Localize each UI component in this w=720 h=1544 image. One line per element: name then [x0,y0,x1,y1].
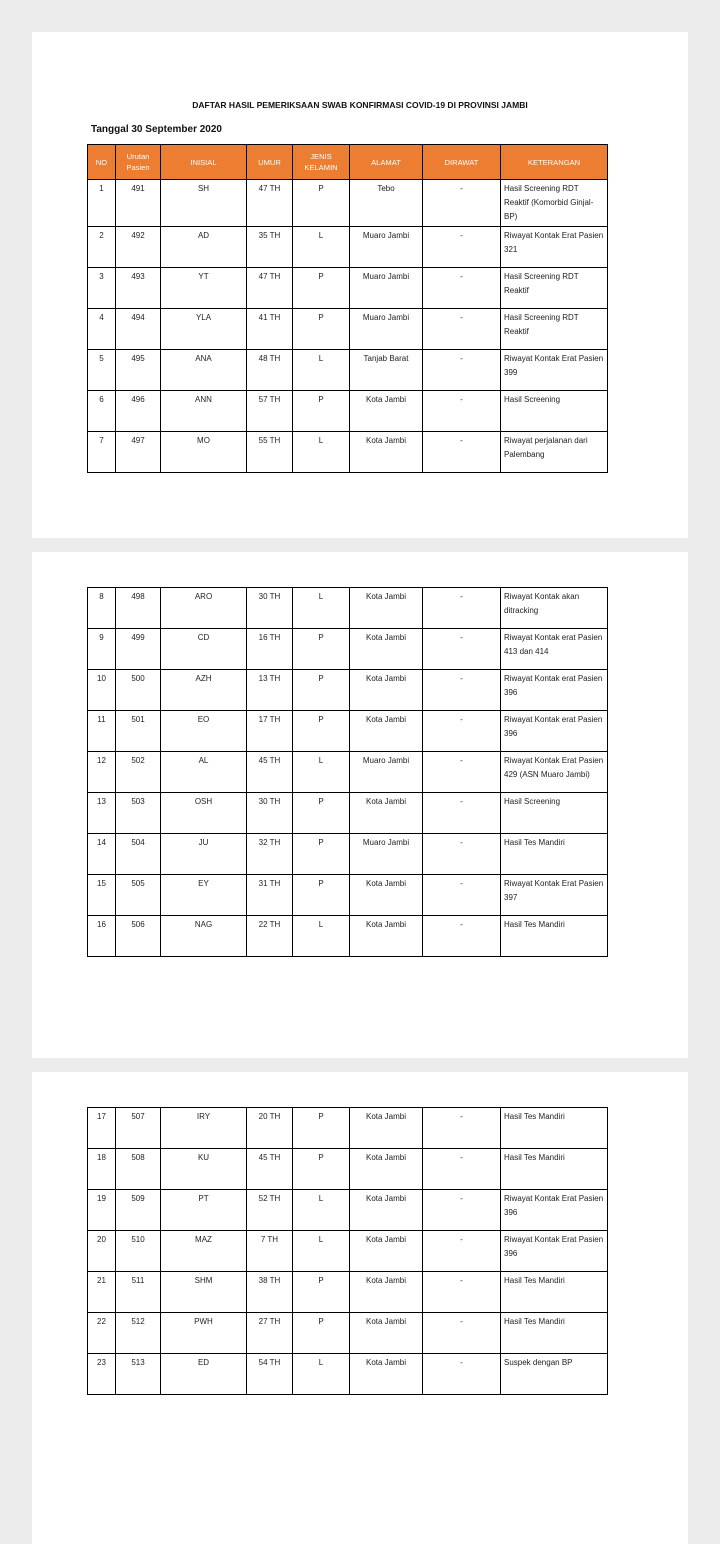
cell-keterangan: Hasil Screening RDT Reaktif (Komorbid Ginjal-BP) [501,180,608,227]
cell-no: 11 [88,711,116,752]
table-row [88,1108,608,1149]
cell-alamat: Kota Jambi [350,1272,423,1313]
cell-umur: 52 TH [247,1190,293,1231]
header-urutan-pasien: Urutan Pasien [116,145,161,180]
table-header-row [88,145,608,180]
cell-dirawat: - [423,875,501,916]
cell-no: 15 [88,875,116,916]
cell-dirawat: - [423,629,501,670]
cell-dirawat: - [423,180,501,227]
cell-umur: 20 TH [247,1108,293,1149]
cell-no: 6 [88,391,116,432]
cell-jenis-kelamin: L [293,227,350,268]
cell-umur: 45 TH [247,752,293,793]
table-row [88,1313,608,1354]
cell-alamat: Kota Jambi [350,916,423,957]
cell-keterangan: Riwayat Kontak akan ditracking [501,588,608,629]
cell-jenis-kelamin: P [293,793,350,834]
header-jenis-kelamin: JENIS KELAMIN [293,145,350,180]
cell-inisial: MAZ [161,1231,247,1272]
cell-dirawat: - [423,1190,501,1231]
cell-inisial: AZH [161,670,247,711]
cell-urutan-pasien: 494 [116,309,161,350]
cell-no: 23 [88,1354,116,1395]
cell-umur: 32 TH [247,834,293,875]
table-row [88,1190,608,1231]
cell-urutan-pasien: 491 [116,180,161,227]
cell-dirawat: - [423,1149,501,1190]
cell-inisial: PWH [161,1313,247,1354]
cell-keterangan: Riwayat Kontak Erat Pasien 429 (ASN Muaro Jambi) [501,752,608,793]
header-keterangan: KETERANGAN [501,145,608,180]
cell-keterangan: Riwayat Kontak erat Pasien 396 [501,670,608,711]
cell-jenis-kelamin: P [293,629,350,670]
cell-alamat: Muaro Jambi [350,227,423,268]
cell-urutan-pasien: 507 [116,1108,161,1149]
cell-jenis-kelamin: P [293,711,350,752]
cell-alamat: Kota Jambi [350,1108,423,1149]
cell-jenis-kelamin: P [293,834,350,875]
cell-umur: 57 TH [247,391,293,432]
document-page-2 [32,552,688,1058]
table-row [88,629,608,670]
cell-jenis-kelamin: P [293,1313,350,1354]
cell-dirawat: - [423,1108,501,1149]
cell-urutan-pasien: 504 [116,834,161,875]
cell-jenis-kelamin: L [293,588,350,629]
cell-alamat: Kota Jambi [350,1354,423,1395]
cell-umur: 54 TH [247,1354,293,1395]
cell-alamat: Kota Jambi [350,711,423,752]
cell-urutan-pasien: 497 [116,432,161,473]
cell-inisial: MO [161,432,247,473]
cell-keterangan: Hasil Screening RDT Reaktif [501,268,608,309]
cell-inisial: YLA [161,309,247,350]
cell-jenis-kelamin: P [293,391,350,432]
cell-dirawat: - [423,916,501,957]
table-row [88,1272,608,1313]
table-row [88,432,608,473]
cell-keterangan: Suspek dengan BP [501,1354,608,1395]
cell-keterangan: Riwayat Kontak Erat Pasien 321 [501,227,608,268]
cell-jenis-kelamin: P [293,268,350,309]
cell-umur: 48 TH [247,350,293,391]
cell-no: 22 [88,1313,116,1354]
cell-umur: 30 TH [247,588,293,629]
cell-inisial: EY [161,875,247,916]
cell-umur: 45 TH [247,1149,293,1190]
cell-jenis-kelamin: L [293,1231,350,1272]
cell-no: 17 [88,1108,116,1149]
cell-dirawat: - [423,1231,501,1272]
header-alamat: ALAMAT [350,145,423,180]
cell-urutan-pasien: 492 [116,227,161,268]
cell-alamat: Kota Jambi [350,1149,423,1190]
table-row [88,268,608,309]
cell-jenis-kelamin: P [293,309,350,350]
cell-inisial: ANN [161,391,247,432]
cell-alamat: Tebo [350,180,423,227]
cell-no: 5 [88,350,116,391]
cell-no: 21 [88,1272,116,1313]
table-row [88,588,608,629]
cell-alamat: Kota Jambi [350,793,423,834]
cell-urutan-pasien: 495 [116,350,161,391]
cell-jenis-kelamin: L [293,432,350,473]
cell-no: 20 [88,1231,116,1272]
cell-dirawat: - [423,588,501,629]
document-title: DAFTAR HASIL PEMERIKSAAN SWAB KONFIRMASI COVID-19 DI PROVINSI JAMBI [192,100,528,110]
cell-no: 8 [88,588,116,629]
cell-umur: 31 TH [247,875,293,916]
cell-alamat: Kota Jambi [350,432,423,473]
cell-keterangan: Riwayat Kontak Erat Pasien 399 [501,350,608,391]
cell-keterangan: Riwayat Kontak Erat Pasien 396 [501,1231,608,1272]
cell-umur: 22 TH [247,916,293,957]
cell-no: 4 [88,309,116,350]
cell-jenis-kelamin: L [293,752,350,793]
cell-dirawat: - [423,1313,501,1354]
cell-alamat: Kota Jambi [350,588,423,629]
cell-urutan-pasien: 513 [116,1354,161,1395]
cell-umur: 16 TH [247,629,293,670]
document-date: Tanggal 30 September 2020 [91,124,222,135]
cell-urutan-pasien: 501 [116,711,161,752]
cell-no: 3 [88,268,116,309]
cell-jenis-kelamin: P [293,180,350,227]
cell-no: 1 [88,180,116,227]
cell-umur: 55 TH [247,432,293,473]
table-row [88,752,608,793]
cell-keterangan: Riwayat Kontak erat Pasien 413 dan 414 [501,629,608,670]
cell-inisial: ARO [161,588,247,629]
cell-inisial: JU [161,834,247,875]
cell-jenis-kelamin: L [293,1190,350,1231]
cell-umur: 38 TH [247,1272,293,1313]
cell-keterangan: Hasil Screening RDT Reaktif [501,309,608,350]
header-inisial: INISIAL [161,145,247,180]
cell-urutan-pasien: 499 [116,629,161,670]
cell-no: 14 [88,834,116,875]
cell-no: 19 [88,1190,116,1231]
cell-no: 12 [88,752,116,793]
cell-urutan-pasien: 512 [116,1313,161,1354]
cell-alamat: Kota Jambi [350,1190,423,1231]
cell-keterangan: Hasil Tes Mandiri [501,1313,608,1354]
cell-jenis-kelamin: P [293,670,350,711]
cell-no: 7 [88,432,116,473]
table-row [88,180,608,227]
cell-no: 2 [88,227,116,268]
cell-jenis-kelamin: L [293,916,350,957]
cell-no: 16 [88,916,116,957]
cell-inisial: OSH [161,793,247,834]
table-row [88,1149,608,1190]
cell-inisial: NAG [161,916,247,957]
cell-inisial: YT [161,268,247,309]
table-row [88,1354,608,1395]
cell-jenis-kelamin: P [293,1149,350,1190]
cell-inisial: PT [161,1190,247,1231]
cell-urutan-pasien: 496 [116,391,161,432]
table-row [88,1231,608,1272]
cell-keterangan: Hasil Screening [501,391,608,432]
cell-dirawat: - [423,752,501,793]
cell-urutan-pasien: 506 [116,916,161,957]
table-row [88,309,608,350]
cell-alamat: Kota Jambi [350,1231,423,1272]
cell-alamat: Muaro Jambi [350,752,423,793]
cell-jenis-kelamin: P [293,1108,350,1149]
header-umur: UMUR [247,145,293,180]
cell-inisial: AL [161,752,247,793]
cell-umur: 30 TH [247,793,293,834]
cell-urutan-pasien: 511 [116,1272,161,1313]
document-page-1 [32,32,688,538]
patient-table-page-1 [87,144,608,473]
cell-jenis-kelamin: L [293,350,350,391]
patient-table-page-3 [87,1107,608,1395]
cell-umur: 47 TH [247,180,293,227]
cell-inisial: EO [161,711,247,752]
cell-alamat: Kota Jambi [350,670,423,711]
cell-urutan-pasien: 508 [116,1149,161,1190]
table-row [88,350,608,391]
cell-dirawat: - [423,793,501,834]
cell-inisial: ANA [161,350,247,391]
cell-alamat: Muaro Jambi [350,309,423,350]
cell-keterangan: Hasil Tes Mandiri [501,916,608,957]
cell-jenis-kelamin: P [293,1272,350,1313]
cell-dirawat: - [423,268,501,309]
cell-keterangan: Riwayat Kontak erat Pasien 396 [501,711,608,752]
cell-umur: 41 TH [247,309,293,350]
cell-umur: 47 TH [247,268,293,309]
table-row [88,711,608,752]
cell-inisial: SH [161,180,247,227]
cell-jenis-kelamin: L [293,1354,350,1395]
cell-umur: 13 TH [247,670,293,711]
cell-alamat: Kota Jambi [350,629,423,670]
cell-no: 13 [88,793,116,834]
cell-urutan-pasien: 498 [116,588,161,629]
cell-dirawat: - [423,834,501,875]
cell-inisial: IRY [161,1108,247,1149]
patient-table-page-2 [87,587,608,957]
cell-keterangan: Hasil Tes Mandiri [501,1149,608,1190]
cell-keterangan: Hasil Tes Mandiri [501,834,608,875]
cell-keterangan: Riwayat Kontak Erat Pasien 397 [501,875,608,916]
cell-no: 18 [88,1149,116,1190]
cell-dirawat: - [423,432,501,473]
cell-no: 9 [88,629,116,670]
cell-urutan-pasien: 505 [116,875,161,916]
cell-umur: 17 TH [247,711,293,752]
header-no: NO [88,145,116,180]
cell-inisial: AD [161,227,247,268]
cell-dirawat: - [423,1272,501,1313]
cell-umur: 27 TH [247,1313,293,1354]
cell-urutan-pasien: 502 [116,752,161,793]
cell-urutan-pasien: 503 [116,793,161,834]
cell-dirawat: - [423,350,501,391]
cell-dirawat: - [423,391,501,432]
cell-inisial: SHM [161,1272,247,1313]
cell-umur: 7 TH [247,1231,293,1272]
table-row [88,391,608,432]
cell-inisial: ED [161,1354,247,1395]
cell-alamat: Muaro Jambi [350,834,423,875]
cell-dirawat: - [423,670,501,711]
cell-keterangan: Hasil Screening [501,793,608,834]
cell-urutan-pasien: 500 [116,670,161,711]
cell-umur: 35 TH [247,227,293,268]
table-row [88,670,608,711]
cell-alamat: Muaro Jambi [350,268,423,309]
table-row [88,916,608,957]
header-dirawat: DIRAWAT [423,145,501,180]
cell-keterangan: Hasil Tes Mandiri [501,1108,608,1149]
document-page-3 [32,1072,688,1544]
cell-dirawat: - [423,1354,501,1395]
table-row [88,875,608,916]
cell-alamat: Kota Jambi [350,875,423,916]
cell-dirawat: - [423,711,501,752]
cell-alamat: Kota Jambi [350,391,423,432]
cell-keterangan: Hasil Tes Mandiri [501,1272,608,1313]
cell-keterangan: Riwayat Kontak Erat Pasien 396 [501,1190,608,1231]
cell-urutan-pasien: 510 [116,1231,161,1272]
cell-urutan-pasien: 493 [116,268,161,309]
cell-dirawat: - [423,309,501,350]
table-row [88,227,608,268]
cell-keterangan: Riwayat perjalanan dari Palembang [501,432,608,473]
cell-inisial: KU [161,1149,247,1190]
table-row [88,834,608,875]
cell-jenis-kelamin: P [293,875,350,916]
cell-alamat: Kota Jambi [350,1313,423,1354]
table-row [88,793,608,834]
cell-dirawat: - [423,227,501,268]
cell-inisial: CD [161,629,247,670]
cell-alamat: Tanjab Barat [350,350,423,391]
cell-urutan-pasien: 509 [116,1190,161,1231]
cell-no: 10 [88,670,116,711]
